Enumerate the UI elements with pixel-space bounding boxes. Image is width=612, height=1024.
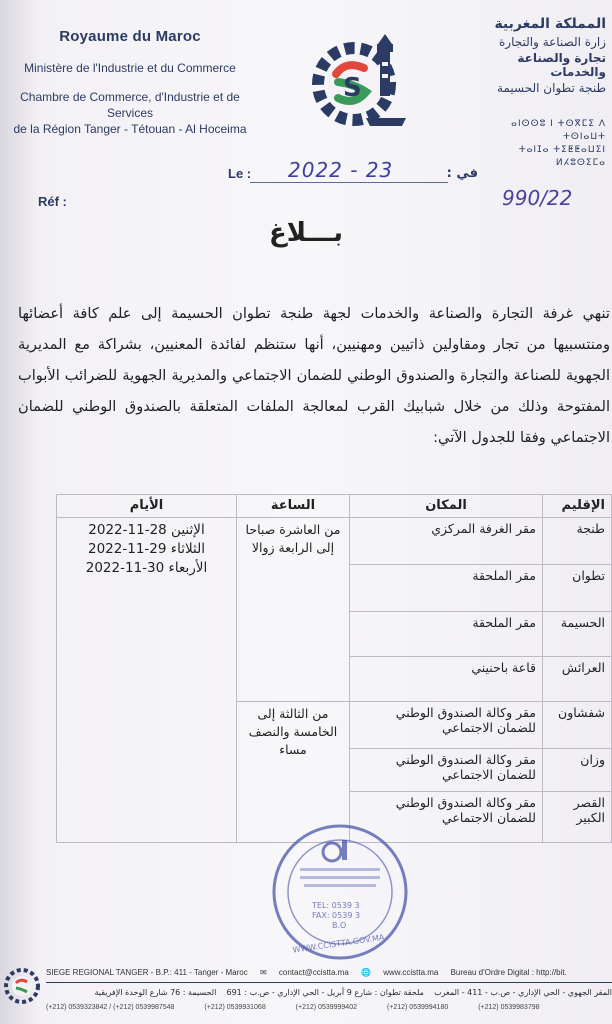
- footer-arabic-line: [46, 988, 612, 997]
- footer-ar-hoceima: الحسيمة : 76 شارع الوحدة الإفريقية: [94, 988, 217, 997]
- tifinagh-line1: ⴰⵏⵙⵙⵓ ⵏ ⵜⵙⴳⵎⵉ ⴷ ⵜⵙⵏⴰⵡⵜ: [511, 119, 606, 142]
- stamp-bo: B.O: [332, 921, 347, 930]
- cell-region: العرائش: [543, 657, 612, 702]
- cell-place: مقر الغرفة المركزي: [350, 518, 543, 565]
- stamp-fax: FAX: 0539 3: [312, 911, 361, 920]
- date-value: 2022 ‑ 23: [288, 158, 394, 182]
- footer-phone4: (+212) 0539994180: [386, 1004, 449, 1011]
- table-row: [57, 518, 612, 565]
- kingdom-fr: Royaume du Maroc: [59, 28, 201, 45]
- footer-contact-line: [46, 968, 612, 977]
- day-wednesday: الأربعاء 30-11-2022: [85, 560, 208, 576]
- footer-web[interactable]: www.ccistta.ma: [383, 968, 439, 977]
- cell-region: شفشاون: [543, 702, 612, 749]
- ministry-fr: Ministère de l'Industrie et du Commerce: [24, 61, 236, 75]
- header-tifinagh: [466, 118, 606, 170]
- cell-place: مقر وكالة الصندوق الوطني للضمان الاجتماعي: [350, 702, 543, 749]
- announcement-body: تنهي غرفة التجارة والصناعة والخدمات لجهة طنجة تطوان الحسيمة إلى علم كافة أعضائها ومنتسبيها من تجار ومقاولين ذاتيين ومهنيين، أنها ستنظم لفائدة المعنيين، بشراكة مع المديرية الجهوية للصناعة والتجارة والصندوق الوطني للضمان الاجتماعي والمديرية الجهوية للضرائب الأبواب المفتوحة وذلك من خلال شبابيك القرب لمعالجة الملفات المتعلقة بالصندوق الوطني للضمان الاجتماعي وفقا للجدول الآتي:: [18, 305, 610, 446]
- chamber-logo-icon: [306, 22, 416, 134]
- header-region: الإقليم: [543, 495, 612, 518]
- svg-text:S: S: [343, 73, 362, 103]
- footer-ar-tetouan: ملحقة تطوان : شارع 9 أبريل - الحي الإداري - ص.ب : 691: [226, 988, 424, 997]
- cell-region: تطوان: [543, 565, 612, 612]
- stamp-website: WWW.CCISTTA.GOV.MA: [292, 932, 385, 955]
- cell-region: وزان: [543, 749, 612, 792]
- cell-time-morning: من العاشرة صباحا إلى الرابعة زوالا: [237, 518, 350, 702]
- cell-place: مقر الملحقة: [350, 612, 543, 657]
- reference-label: Réf :: [38, 194, 67, 209]
- footer-phone2: (+212) 0539931068: [204, 1004, 266, 1011]
- stamp-tel: TEL: 0539 3: [312, 901, 360, 910]
- table-header-row: [57, 495, 612, 518]
- chamber-fr-line2: de la Région Tanger - Tétouan - Al Hoceima: [13, 122, 247, 136]
- footer-phone3: (+212) 0539999402: [295, 1004, 357, 1011]
- footer-phone1: (+212) 0539323842 / (+212) 0539987548: [46, 1004, 175, 1011]
- document-title: بـــلاغ: [269, 218, 343, 248]
- cell-time-evening: من الثالثة إلى الخامسة والنصف مساء: [237, 702, 350, 843]
- cell-place: قاعة باحنيني: [350, 657, 543, 702]
- cell-region: الحسيمة: [543, 612, 612, 657]
- cell-place: مقر الملحقة: [350, 565, 543, 612]
- footer-bod[interactable]: Bureau d'Ordre Digital : http://bit.: [450, 968, 567, 977]
- reference-value: 990/22: [502, 186, 573, 210]
- header-time: الساعة: [237, 495, 350, 518]
- kingdom-ar: المملكة المغربية: [494, 16, 606, 32]
- cell-place: مقر وكالة الصندوق الوطني للضمان الاجتماعي: [350, 792, 543, 843]
- day-monday: الإثنين 28-11-2022: [88, 522, 205, 538]
- header-days: الأيام: [57, 495, 237, 518]
- cell-days: [57, 518, 237, 843]
- mail-icon: ✉: [259, 968, 267, 977]
- chamber-fr-line1: Chambre de Commerce, d'Industrie et de Services: [20, 90, 240, 120]
- footer-logo-icon: [4, 968, 40, 1004]
- cell-region: القصر الكبير: [543, 792, 612, 843]
- tifinagh-line2: ⵜⴰⵏⵊⴰ ⵜⵉⵟⵟⴰⵡⵉⵏ ⵍⵃⵓⵙⵉⵎⴰ: [518, 145, 606, 168]
- day-tuesday: الثلاثاء 29-11-2022: [88, 541, 205, 557]
- region-ar: طنجة تطوان الحسيمة: [497, 81, 606, 95]
- official-stamp-icon: [270, 822, 410, 962]
- footer-email[interactable]: contact@ccistta.ma: [278, 968, 349, 977]
- ministry-ar: زارة الصناعة والتجارة: [499, 35, 606, 49]
- chamber-fr: [0, 89, 260, 137]
- cell-region: طنجة: [543, 518, 612, 565]
- date-label: Le :: [228, 166, 252, 181]
- chamber-ar: تجارة والصناعة والخدمات: [517, 51, 606, 79]
- footer-phone5: (+212) 0539983798: [478, 1004, 540, 1011]
- footer-ar-tanger: المقر الجهوي - الحي الإداري - ص.ب - 411 - المغرب: [434, 988, 612, 997]
- date-row: [228, 158, 478, 186]
- date-label-ar: في :: [446, 166, 478, 181]
- header-arabic: [476, 16, 606, 95]
- footer-siege: SIEGE REGIONAL TANGER - B.P.: 411 - Tanger - Maroc: [46, 968, 248, 977]
- footer: [0, 960, 612, 1024]
- schedule-table: [56, 494, 612, 843]
- date-line: [250, 182, 448, 183]
- header-place: المكان: [350, 495, 543, 518]
- header-french: [0, 28, 260, 137]
- footer-divider: [46, 982, 612, 983]
- cell-place: مقر وكالة الصندوق الوطني للضمان الاجتماعي: [350, 749, 543, 792]
- footer-phones-line: [46, 1004, 612, 1011]
- globe-icon: 🌐: [361, 968, 371, 977]
